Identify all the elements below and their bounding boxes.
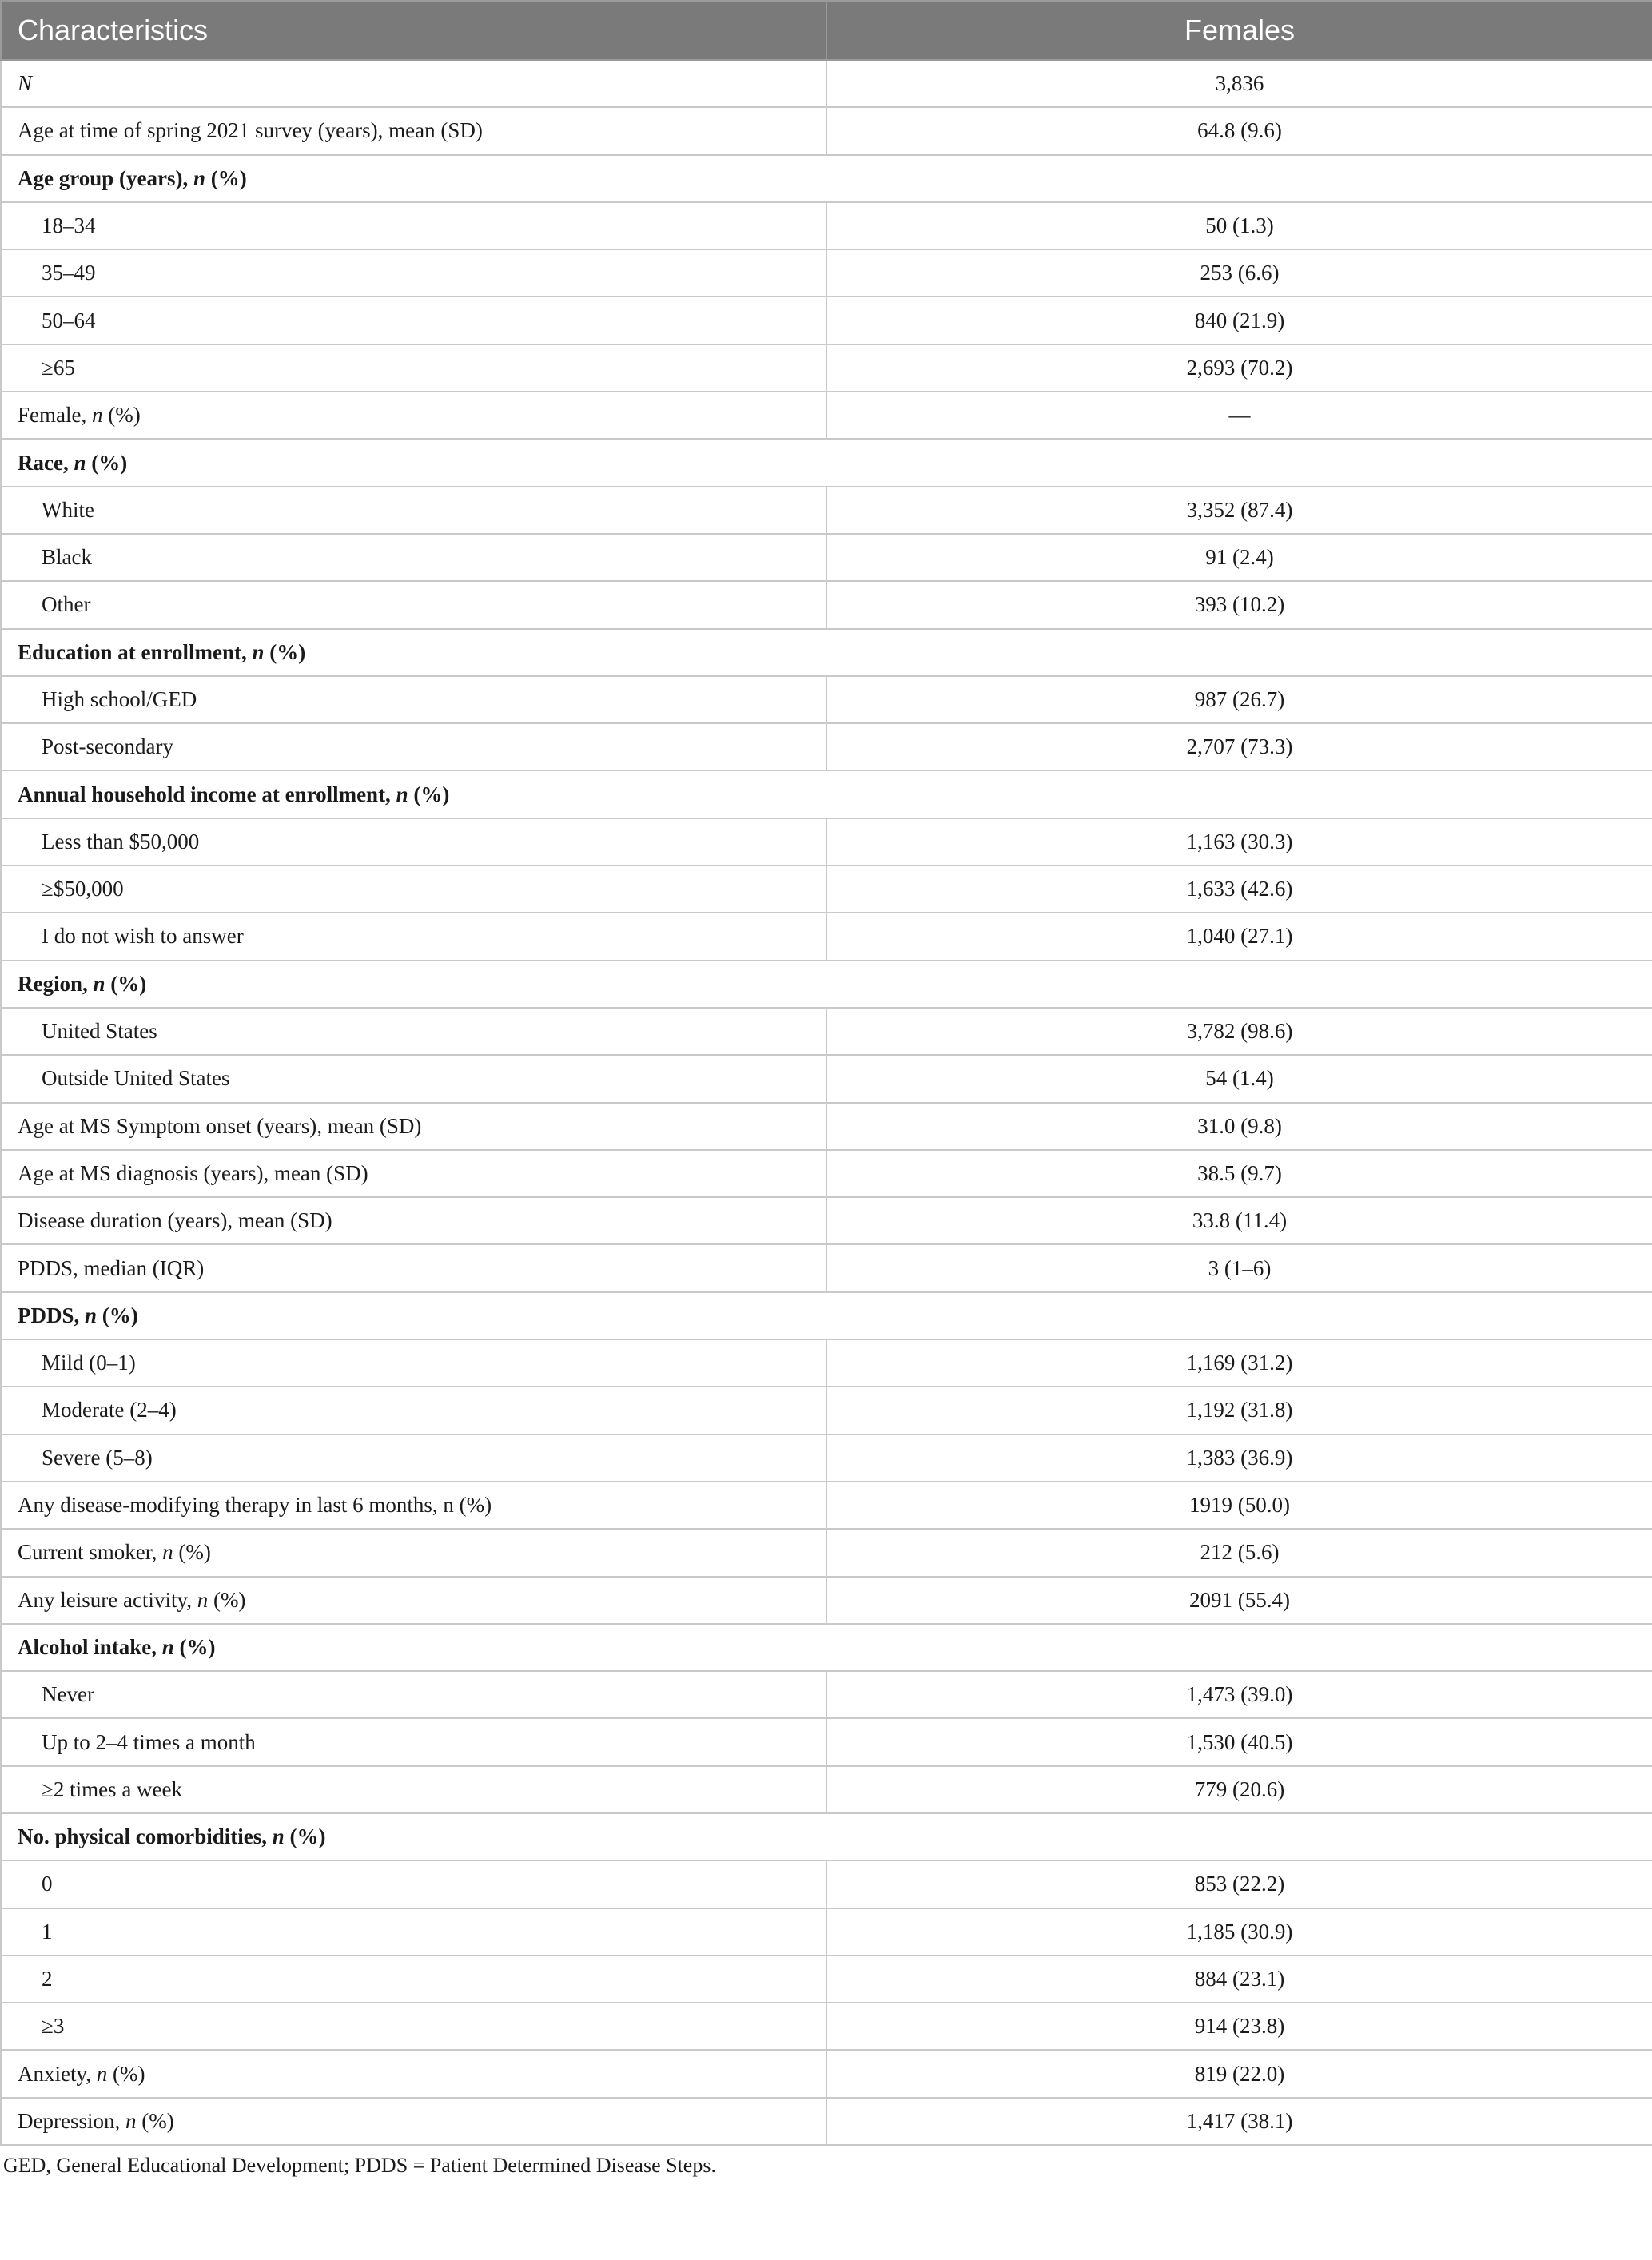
row-value: 1,530 (40.5)	[826, 1718, 1652, 1765]
row-label-text: ≥3	[42, 2014, 65, 2039]
table-section-row	[1, 1624, 1652, 1671]
table-row	[1, 1150, 1652, 1197]
row-label	[1, 1482, 826, 1529]
column-header-females: Females	[826, 1, 1652, 60]
row-label	[1, 1624, 1652, 1671]
row-label-text: Moderate (2–4)	[42, 1398, 177, 1422]
row-value: 1,040 (27.1)	[826, 913, 1652, 960]
row-label	[1, 1008, 826, 1055]
row-label-text: PDDS,	[18, 1303, 86, 1327]
row-label-text: ≥2 times a week	[42, 1777, 183, 1801]
table-section-row	[1, 961, 1652, 1008]
row-label-text: Up to 2–4 times a month	[42, 1729, 256, 1754]
row-label-text: Anxiety,	[18, 2061, 97, 2086]
row-label-italic: n	[162, 1540, 173, 1565]
row-label	[1, 1813, 1652, 1860]
row-label-italic: n	[91, 403, 103, 428]
row-label	[1, 1956, 826, 2003]
row-label-suffix: (%)	[97, 1303, 138, 1327]
row-label	[1, 1339, 826, 1387]
row-value: 2,707 (73.3)	[826, 723, 1652, 770]
row-label	[1, 344, 826, 392]
table-row	[1, 1434, 1652, 1482]
row-label	[1, 2003, 826, 2050]
row-label-text: Age at time of spring 2021 survey (years), mean (SD)	[18, 118, 483, 143]
row-label	[1, 534, 826, 581]
row-label-text: Any disease-modifying therapy in last 6 months, n (%)	[18, 1493, 492, 1518]
row-label-italic: n	[252, 639, 265, 664]
table-row	[1, 818, 1652, 865]
row-label-text: PDDS, median (IQR)	[18, 1255, 205, 1280]
row-label	[1, 1055, 826, 1102]
row-label-suffix: (%)	[102, 403, 141, 428]
table-row	[1, 1387, 1652, 1434]
row-label-text: Severe (5–8)	[42, 1445, 153, 1470]
table-section-row	[1, 1292, 1652, 1339]
row-label-text: No. physical comorbidities,	[18, 1824, 273, 1849]
row-label-text: High school/GED	[42, 687, 197, 711]
row-label-suffix: (%)	[208, 1587, 246, 1612]
table-body	[1, 60, 1652, 2145]
row-value: 3 (1–6)	[826, 1244, 1652, 1291]
table-row	[1, 1008, 1652, 1055]
table-row	[1, 1529, 1652, 1576]
row-label-text: 2	[42, 1967, 53, 1991]
row-value: 38.5 (9.7)	[826, 1150, 1652, 1197]
row-label-italic: n	[96, 2061, 108, 2086]
row-label-suffix: (%)	[136, 2108, 174, 2133]
row-label-text: Depression,	[18, 2108, 125, 2133]
table-row	[1, 913, 1652, 960]
row-label	[1, 107, 826, 154]
row-label-italic: n	[85, 1303, 98, 1327]
row-label-text: Female,	[18, 403, 92, 428]
table-row	[1, 1671, 1652, 1718]
row-label-text: Disease duration (years), mean (SD)	[18, 1208, 332, 1233]
row-label-text: White	[42, 497, 94, 522]
row-label-text: Education at enrollment,	[18, 639, 253, 664]
row-label-text: Age at MS diagnosis (years), mean (SD)	[18, 1160, 368, 1185]
row-value: 31.0 (9.8)	[826, 1103, 1652, 1150]
table-row	[1, 2003, 1652, 2050]
row-label-text: Current smoker,	[18, 1540, 163, 1565]
row-label-italic: n	[193, 165, 205, 190]
row-label-text: 18–34	[42, 213, 96, 238]
row-label-suffix: (%)	[173, 1634, 216, 1659]
row-label	[1, 2098, 826, 2145]
row-value: 212 (5.6)	[826, 1529, 1652, 1576]
row-label-text: Annual household income at enrollment,	[18, 782, 396, 806]
table-row	[1, 534, 1652, 581]
table-section-row	[1, 1813, 1652, 1860]
row-value: 64.8 (9.6)	[826, 107, 1652, 154]
row-value: 3,836	[826, 60, 1652, 107]
row-label	[1, 1103, 826, 1150]
row-label-suffix: (%)	[284, 1824, 326, 1849]
row-value: 2,693 (70.2)	[826, 344, 1652, 392]
row-label-italic: n	[396, 782, 408, 806]
column-header-characteristics: Characteristics	[1, 1, 826, 60]
table-row	[1, 581, 1652, 628]
row-label	[1, 581, 826, 628]
row-label-text: Region,	[18, 971, 94, 996]
row-label	[1, 1529, 826, 1576]
row-label-text: Age group (years),	[18, 165, 193, 190]
row-label-text: ≥$50,000	[42, 877, 124, 901]
table-row	[1, 1908, 1652, 1956]
row-label-italic: n	[93, 971, 105, 996]
row-label	[1, 439, 1652, 486]
row-value: 33.8 (11.4)	[826, 1197, 1652, 1244]
row-label-text: 35–49	[42, 261, 96, 285]
row-label	[1, 961, 1652, 1008]
table-row	[1, 296, 1652, 344]
row-label-text: Mild (0–1)	[42, 1351, 136, 1375]
row-value: 50 (1.3)	[826, 202, 1652, 249]
row-label-text: Outside United States	[42, 1066, 230, 1091]
row-label-suffix: (%)	[107, 2061, 145, 2086]
row-value: 819 (22.0)	[826, 2050, 1652, 2097]
row-label-text: Black	[42, 545, 92, 570]
table-row	[1, 865, 1652, 913]
row-label	[1, 1197, 826, 1244]
row-value: 393 (10.2)	[826, 581, 1652, 628]
row-label	[1, 60, 826, 107]
row-value: 1,169 (31.2)	[826, 1339, 1652, 1387]
row-value: 853 (22.2)	[826, 1860, 1652, 1908]
row-label-suffix: (%)	[105, 971, 147, 996]
row-value: 779 (20.6)	[826, 1766, 1652, 1813]
row-label-text: Any leisure activity,	[18, 1587, 197, 1612]
table-row	[1, 1577, 1652, 1624]
row-label-suffix: (%)	[264, 639, 306, 664]
row-label	[1, 1434, 826, 1482]
row-label-text: Less than $50,000	[42, 829, 200, 853]
table-section-row	[1, 770, 1652, 818]
row-label-suffix: (%)	[205, 165, 247, 190]
row-label-text: Race,	[18, 450, 74, 475]
row-label	[1, 1577, 826, 1624]
table-row	[1, 1860, 1652, 1908]
table-row	[1, 1103, 1652, 1150]
row-value: 3,352 (87.4)	[826, 487, 1652, 534]
row-label-text: Alcohol intake,	[18, 1634, 162, 1659]
row-label	[1, 676, 826, 723]
table-footnote: GED, General Educational Development; PDDS = Patient Determined Disease Steps.	[3, 2154, 716, 2178]
row-value: 1,633 (42.6)	[826, 865, 1652, 913]
row-label-suffix: (%)	[173, 1540, 211, 1565]
row-label-suffix: (%)	[408, 782, 450, 806]
row-value: 884 (23.1)	[826, 1956, 1652, 2003]
row-label	[1, 1766, 826, 1813]
row-label	[1, 392, 826, 439]
table-row	[1, 1956, 1652, 2003]
row-label-suffix: (%)	[86, 450, 128, 475]
table-section-row	[1, 155, 1652, 202]
row-label	[1, 1671, 826, 1718]
row-value: 914 (23.8)	[826, 2003, 1652, 2050]
row-label	[1, 487, 826, 534]
row-label-italic: n	[272, 1824, 285, 1849]
row-value: 840 (21.9)	[826, 296, 1652, 344]
table-row	[1, 344, 1652, 392]
table-row	[1, 1766, 1652, 1813]
table-row	[1, 202, 1652, 249]
table-row	[1, 723, 1652, 770]
row-value: —	[826, 392, 1652, 439]
row-label	[1, 1718, 826, 1765]
row-label	[1, 770, 1652, 818]
row-label	[1, 155, 1652, 202]
table-row	[1, 2050, 1652, 2097]
table-row	[1, 392, 1652, 439]
row-label	[1, 1908, 826, 1956]
header-row	[1, 1, 1652, 60]
row-label	[1, 296, 826, 344]
row-label	[1, 249, 826, 296]
row-label	[1, 1860, 826, 1908]
row-value: 91 (2.4)	[826, 534, 1652, 581]
table-row	[1, 1197, 1652, 1244]
row-label-italic: N	[18, 71, 33, 96]
row-label-text: Other	[42, 592, 91, 617]
table-row	[1, 2098, 1652, 2145]
table-row	[1, 1055, 1652, 1102]
row-label	[1, 1292, 1652, 1339]
table-row	[1, 1482, 1652, 1529]
row-label-italic: n	[197, 1587, 209, 1612]
table-row	[1, 487, 1652, 534]
row-label-text: 0	[42, 1872, 53, 1896]
table-row	[1, 1244, 1652, 1291]
row-label-text: Never	[42, 1682, 94, 1707]
row-value: 1,163 (30.3)	[826, 818, 1652, 865]
row-label	[1, 865, 826, 913]
table-section-row	[1, 629, 1652, 676]
row-label-text: ≥65	[42, 355, 75, 380]
row-value: 2091 (55.4)	[826, 1577, 1652, 1624]
row-value: 1,383 (36.9)	[826, 1434, 1652, 1482]
row-value: 1,192 (31.8)	[826, 1387, 1652, 1434]
row-label	[1, 629, 1652, 676]
row-label-italic: n	[125, 2108, 137, 2133]
table-row	[1, 60, 1652, 107]
row-value: 1,417 (38.1)	[826, 2098, 1652, 2145]
table-row	[1, 107, 1652, 154]
row-value: 1919 (50.0)	[826, 1482, 1652, 1529]
row-label-text: 1	[42, 1919, 53, 1944]
row-label-text: Age at MS Symptom onset (years), mean (SD)	[18, 1113, 422, 1138]
row-value: 1,473 (39.0)	[826, 1671, 1652, 1718]
row-label-text: 50–64	[42, 308, 96, 332]
row-value: 54 (1.4)	[826, 1055, 1652, 1102]
table-section-row	[1, 439, 1652, 486]
table-row	[1, 249, 1652, 296]
row-value: 3,782 (98.6)	[826, 1008, 1652, 1055]
row-label	[1, 818, 826, 865]
row-label	[1, 1387, 826, 1434]
row-label	[1, 723, 826, 770]
table-header	[1, 1, 1652, 60]
row-label	[1, 2050, 826, 2097]
table-row	[1, 676, 1652, 723]
row-label-text: Post-secondary	[42, 734, 173, 759]
row-value: 1,185 (30.9)	[826, 1908, 1652, 1956]
row-label	[1, 913, 826, 960]
row-value: 987 (26.7)	[826, 676, 1652, 723]
row-label	[1, 1150, 826, 1197]
row-value: 253 (6.6)	[826, 249, 1652, 296]
table-row	[1, 1718, 1652, 1765]
row-label-italic: n	[74, 450, 86, 475]
row-label	[1, 1244, 826, 1291]
row-label-text: I do not wish to answer	[42, 924, 244, 949]
table-row	[1, 1339, 1652, 1387]
row-label-text: United States	[42, 1019, 157, 1044]
row-label	[1, 202, 826, 249]
row-label-italic: n	[161, 1634, 174, 1659]
